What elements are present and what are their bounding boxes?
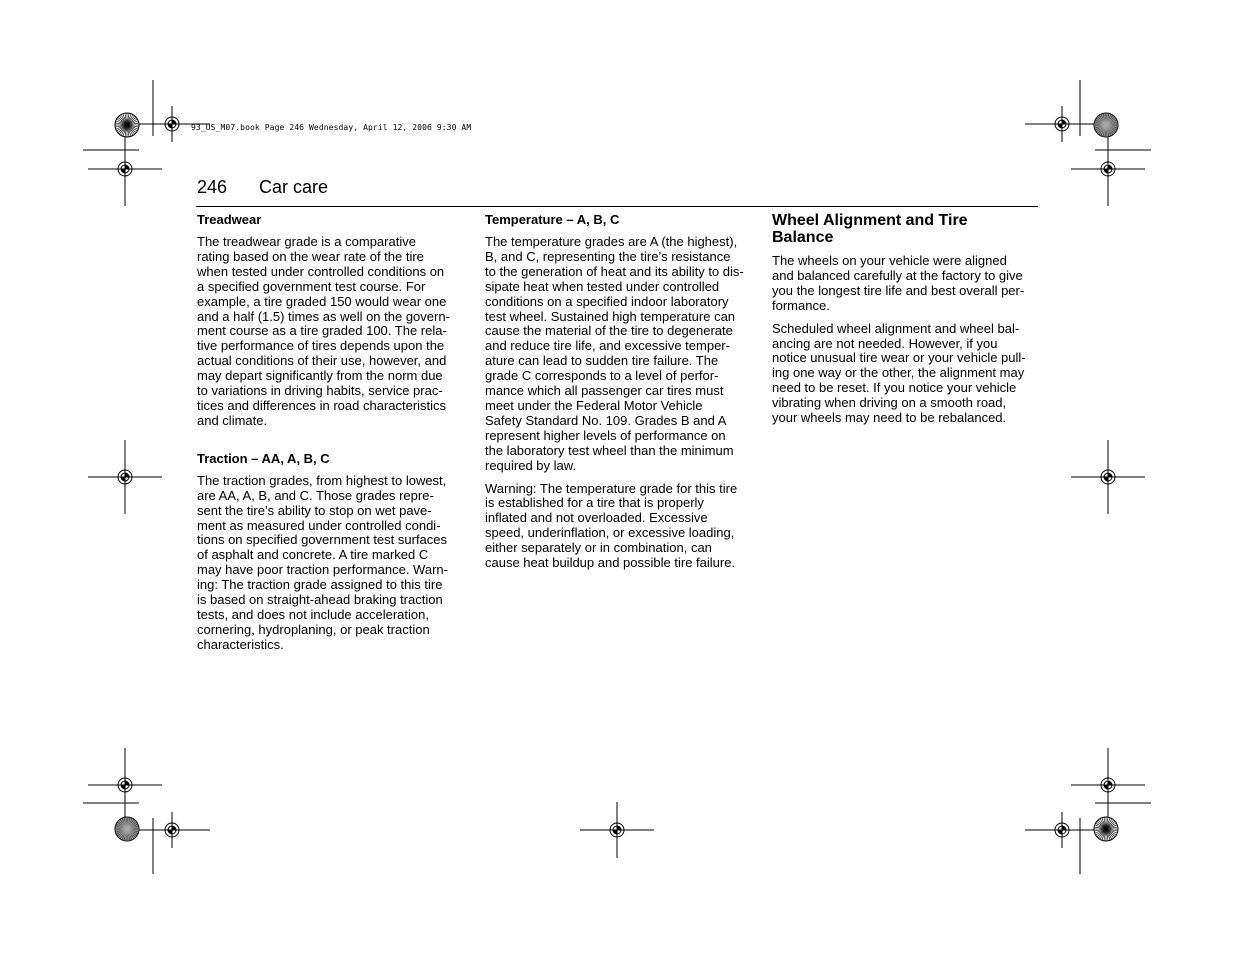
- heading-line: Wheel Alignment and Tire: [772, 212, 968, 229]
- text-line: ing: The traction grade assigned to this tire: [197, 577, 443, 593]
- text-line: The traction grades, from highest to lowest,: [197, 472, 447, 488]
- text-line: meet under the Federal Motor Vehicle: [485, 397, 703, 413]
- text-line: conditions on a specified indoor laboratory: [485, 293, 729, 309]
- text-line: ature can lead to sudden tire failure. The: [485, 353, 719, 369]
- text-line: need to be reset. If you notice your vehicle: [772, 380, 1017, 396]
- print-slug: 93_US_M07.book Page 246 Wednesday, April 12, 2006 9:30 AM: [191, 123, 472, 132]
- text-line: the laboratory test wheel than the minimum: [485, 442, 734, 458]
- text-line: when tested under controlled conditions on: [197, 263, 445, 279]
- text-line: vibrating when driving on a smooth road,: [772, 395, 1007, 411]
- text-line: of asphalt and concrete. A tire marked C: [197, 547, 429, 563]
- text-line: to the generation of heat and its ability to dis-: [485, 263, 744, 279]
- text-line: speed, underinflation, or excessive loading,: [485, 525, 735, 541]
- text-line: notice unusual tire wear or your vehicle pull-: [772, 350, 1026, 366]
- text-line: and reduce tire life, and excessive temper-: [485, 338, 730, 354]
- traction-heading: Traction – AA, A, B, C: [197, 450, 330, 466]
- text-line: rating based on the wear rate of the tire: [197, 248, 424, 264]
- text-line: Warning: The temperature grade for this tire: [485, 480, 738, 496]
- text-line: to variations in driving habits, service prac-: [197, 383, 443, 399]
- text-line: tive performance of tires depends upon the: [197, 338, 445, 354]
- text-line: grade C corresponds to a level of perfor-: [485, 368, 719, 384]
- star-target-icon: [1094, 113, 1118, 137]
- text-line: characteristics.: [197, 636, 284, 652]
- text-line: sipate heat when tested under controlled: [485, 278, 720, 294]
- text-line: and climate.: [197, 412, 268, 428]
- text-line: tices and differences in road characteristics: [197, 397, 447, 413]
- text-line: The treadwear grade is a comparative: [197, 234, 416, 249]
- text-line: inflated and not overloaded. Excessive: [485, 510, 708, 526]
- text-line: and balanced carefully at the factory to give: [772, 267, 1023, 283]
- temperature-heading: Temperature – A, B, C: [485, 212, 620, 227]
- text-line: tions on specified government test surfaces: [197, 532, 448, 548]
- text-line: sent the tire’s ability to stop on wet pave-: [197, 502, 432, 518]
- text-line: test wheel. Sustained high temperature can: [485, 308, 736, 324]
- text-line: and a half (1.5) times as well on the govern-: [197, 308, 450, 324]
- text-line: a specified government test course. For: [197, 278, 426, 294]
- text-line: B, and C, representing the tire’s resistance: [485, 248, 731, 264]
- text-line: The temperature grades are A (the highest),: [485, 234, 738, 249]
- text-line: example, a tire graded 150 would wear one: [197, 293, 447, 309]
- text-line: may depart significantly from the norm due: [197, 368, 443, 384]
- text-line: ment course as a tire graded 100. The rela-: [197, 323, 447, 339]
- text-line: cause the material of the tire to degenerate: [485, 323, 733, 339]
- heading-line: Balance: [772, 229, 834, 246]
- text-line: is established for a tire that is properly: [485, 495, 704, 511]
- section-title: Car care: [259, 177, 329, 197]
- text-line: your wheels may need to be rebalanced.: [772, 410, 1007, 426]
- text-line: required by law.: [485, 457, 577, 473]
- star-target-icon: [1094, 817, 1118, 841]
- text-line: Scheduled wheel alignment and wheel bal-: [772, 320, 1020, 336]
- text-line: actual conditions of their use, however, and: [197, 353, 447, 369]
- text-line: cornering, hydroplaning, or peak traction: [197, 621, 430, 637]
- text-line: may have poor traction performance. Warn-: [197, 562, 448, 578]
- text-line: formance.: [772, 297, 830, 313]
- text-line: are AA, A, B, and C. Those grades repre-: [197, 487, 434, 503]
- text-line: tests, and does not include acceleration,: [197, 606, 429, 622]
- page-number: 246: [197, 177, 228, 197]
- text-line: ing one way or the other, the alignment may: [772, 365, 1025, 381]
- text-line: The wheels on your vehicle were aligned: [772, 253, 1007, 268]
- text-line: represent higher levels of performance on: [485, 427, 726, 443]
- star-target-icon: [115, 817, 139, 841]
- text-line: Safety Standard No. 109. Grades B and A: [485, 412, 727, 428]
- treadwear-heading: Treadwear: [197, 212, 262, 227]
- text-line: ment as measured under controlled condi-: [197, 517, 441, 533]
- text-line: you the longest tire life and best overall per-: [772, 282, 1025, 298]
- text-line: mance which all passenger car tires must: [485, 383, 724, 399]
- text-line: is based on straight-ahead braking traction: [197, 592, 443, 608]
- text-line: either separately or in combination, can: [485, 540, 712, 556]
- text-line: ancing are not needed. However, if you: [772, 335, 998, 351]
- text-line: cause heat buildup and possible tire failure.: [485, 555, 736, 571]
- star-target-icon: [115, 113, 139, 137]
